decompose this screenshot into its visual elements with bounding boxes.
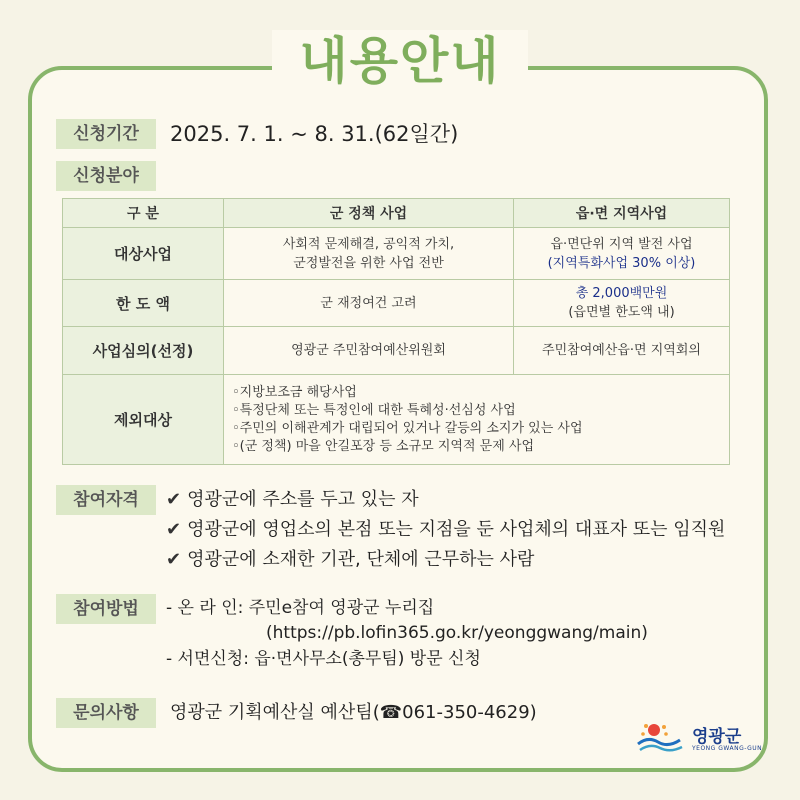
qualification-text: 영광군에 소재한 기관, 단체에 근무하는 사람 — [187, 549, 535, 570]
cell-line: 군정발전을 위한 사업 전반 — [293, 255, 444, 271]
row-policy: 영광군 주민참여예산위원회 — [224, 327, 514, 375]
exclusion-item: ◦주민의 이해관계가 대립되어 있거나 갈등의 소지가 있는 사업 — [232, 420, 583, 436]
exclusion-item: ◦특정단체 또는 특정인에 대한 특혜성·선심성 사업 — [232, 402, 516, 418]
cell-line-highlight: (지역특화사업 30% 이상) — [547, 255, 696, 271]
row-local: 주민참여예산읍·면 지역회의 — [514, 327, 730, 375]
row-policy — [224, 228, 514, 280]
header-local: 읍·면 지역사업 — [514, 199, 730, 228]
table-row — [63, 327, 730, 375]
method-url[interactable]: (https://pb.lofin365.go.kr/yeonggwang/main) — [266, 623, 648, 643]
exclusion-item: ◦지방보조금 해당사업 — [232, 384, 357, 400]
header-policy: 군 정책 사업 — [224, 199, 514, 228]
cell-line: (읍면별 한도액 내) — [568, 305, 675, 320]
period-value: 2025. 7. 1. ~ 8. 31.(62일간) — [170, 122, 459, 146]
qualification-label: 참여자격 — [56, 485, 156, 515]
check-icon: ✔ — [166, 519, 182, 540]
page-title: 내용안내 — [272, 30, 528, 92]
table-row — [63, 375, 730, 465]
row-local — [514, 280, 730, 327]
row-label: 제외대상 — [63, 375, 224, 465]
row-exclusions — [224, 375, 730, 465]
table-row — [63, 228, 730, 280]
cell-line: 읍·면단위 지역 발전 사업 — [550, 236, 693, 252]
row-label: 한 도 액 — [63, 280, 224, 327]
row-policy: 군 재정여건 고려 — [224, 280, 514, 327]
check-icon: ✔ — [166, 549, 182, 570]
table-header-row — [63, 199, 730, 228]
header-category: 구 분 — [63, 199, 224, 228]
qualification-item — [166, 485, 419, 515]
cell-line-highlight: 총 2,000백만원 — [575, 286, 668, 301]
contact-value: 영광군 기획예산실 예산팀(☎061-350-4629) — [170, 702, 537, 723]
row-label: 대상사업 — [63, 228, 224, 280]
qualification-text: 영광군에 영업소의 본점 또는 지점을 둔 사업체의 대표자 또는 임직원 — [187, 519, 726, 540]
table-row — [63, 280, 730, 327]
period-label: 신청기간 — [56, 119, 156, 149]
row-label: 사업심의(선정) — [63, 327, 224, 375]
qualification-item — [166, 545, 534, 575]
method-online: - 온 라 인: 주민e참여 영광군 누리집 — [166, 598, 435, 618]
method-label: 참여방법 — [56, 594, 156, 624]
field-table — [62, 198, 730, 465]
logo-sub: YEONG GWANG-GUN — [692, 745, 763, 752]
cell-line: 사회적 문제해결, 공익적 가치, — [282, 236, 455, 252]
exclusion-item: ◦(군 정책) 마을 안길포장 등 소규모 지역적 문제 사업 — [232, 438, 535, 454]
row-local — [514, 228, 730, 280]
method-offline: - 서면신청: 읍·면사무소(총무팀) 방문 신청 — [166, 649, 481, 669]
contact-label: 문의사항 — [56, 698, 156, 728]
qualification-item — [166, 515, 725, 545]
qualification-text: 영광군에 주소를 두고 있는 자 — [187, 489, 419, 510]
check-icon: ✔ — [166, 489, 182, 510]
field-label: 신청분야 — [56, 161, 156, 191]
logo-name: 영광군 — [692, 727, 742, 747]
